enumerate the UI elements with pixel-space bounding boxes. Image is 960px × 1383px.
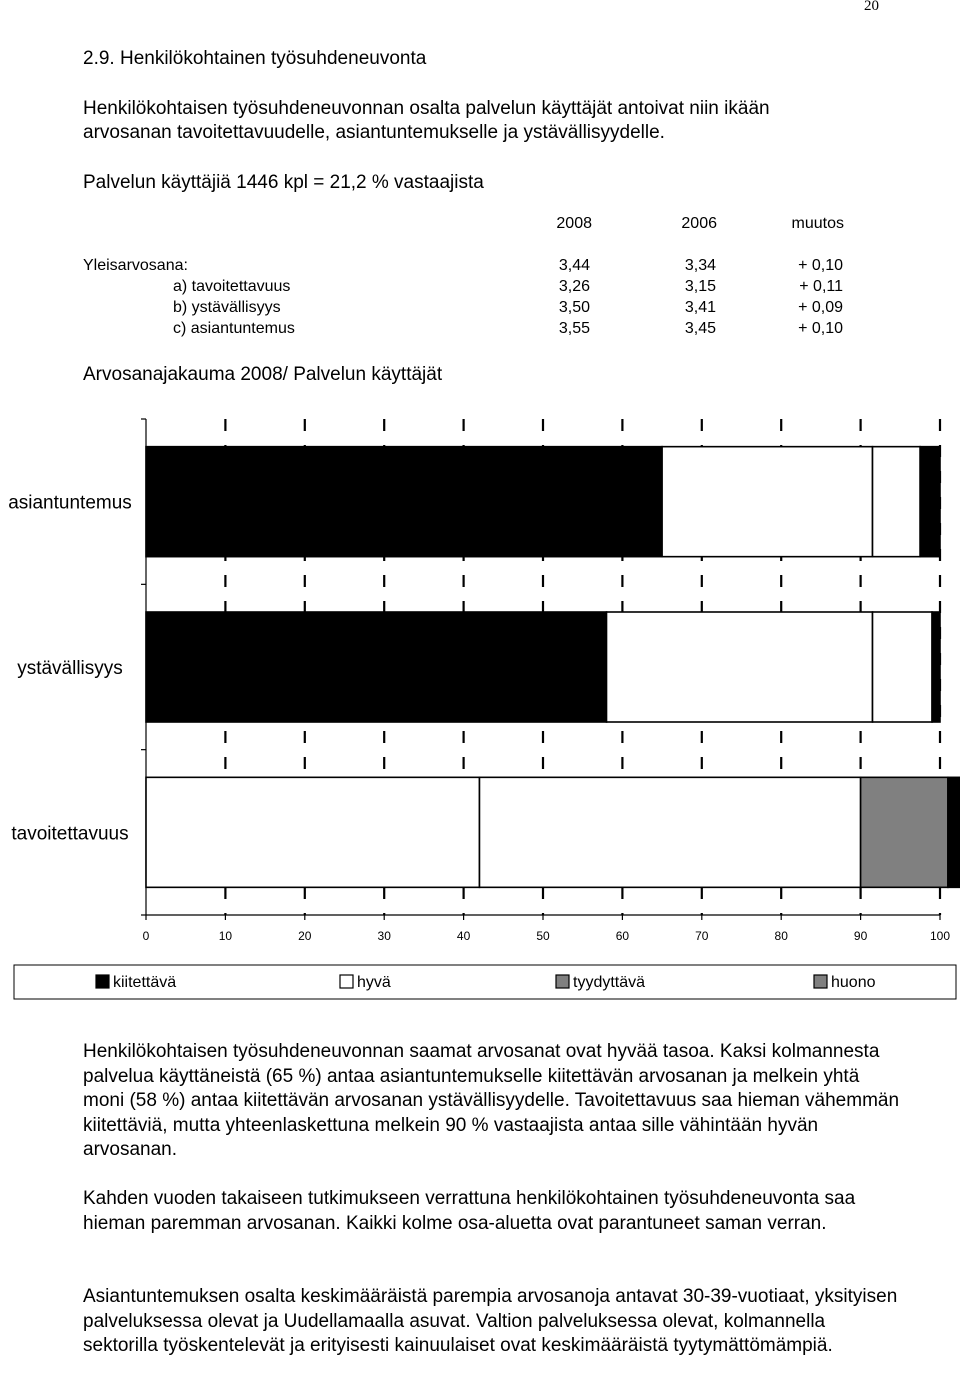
bar-segment [920,447,940,557]
bar-segment [873,612,933,722]
x-tick-label: 60 [615,929,630,943]
x-tick-label: 100 [929,929,951,943]
legend-swatch [340,975,353,988]
legend-label: hyvä [357,974,391,991]
value-change: + 0,10 [798,257,843,274]
x-tick-label: 70 [695,929,709,943]
header-muutos: muutos [791,215,844,232]
category-label: tavoitettavuus [11,823,129,845]
category-label: ystävällisyys [17,658,123,679]
bar-segment [948,777,960,887]
value-change: + 0,10 [798,320,843,337]
header-2006: 2006 [681,215,717,232]
x-tick-label: 20 [298,929,312,943]
x-tick-label: 50 [536,929,550,943]
row-label-asiantuntemus: c) asiantuntemus [173,320,295,337]
value-2006: 3,34 [684,257,716,274]
x-tick-label: 10 [218,929,233,943]
value-2008: 3,55 [558,320,590,337]
x-tick-label: 40 [456,929,471,943]
legend-label: tyydyttävä [573,974,646,991]
bar-segment [607,612,873,722]
value-change: + 0,11 [799,278,843,295]
x-tick-label: 90 [853,929,868,943]
row-label-overall: Yleisarvosana: [83,257,188,274]
x-tick-label: 30 [377,929,391,943]
value-2008: 3,50 [558,299,590,316]
bar-segment [146,447,662,557]
paragraph: Asiantuntemuksen osalta keskimääräistä parempia arvosanoja antavat 30-39-vuotiaat, yksityisen palveluksessa olevat ja Uudellamaalla asuvat. Valtion palveluksessa olevat, kolmannella sektorilla työskentelevät ja erityisesti kainuulaiset ovat keskimääräistä tyytymättömämpiä. [83,1286,898,1356]
legend-swatch [96,975,109,988]
bar-segment [861,777,948,887]
paragraph: Kahden vuoden takaiseen tutkimukseen verrattuna henkilökohtainen työsuhdeneuvonta saa hieman paremman arvosanan. Kaikki kolme osa-aluetta ovat parantuneet saman verran. [83,1188,856,1234]
users-count-line: Palvelun käyttäjiä 1446 kpl = 21,2 % vastaajista [83,172,484,193]
x-tick-label: 80 [774,929,788,943]
value-2006: 3,41 [684,299,716,316]
page-number: 20 [864,0,879,14]
section-heading: 2.9. Henkilökohtainen työsuhdeneuvonta [83,48,427,69]
bar-segment [662,447,872,557]
stacked-bar-chart [0,405,960,1005]
value-2006: 3,15 [684,278,716,295]
bar-segment [932,612,940,722]
value-2008: 3,44 [558,257,590,274]
legend-swatch [556,975,569,988]
bar-segment [479,777,860,887]
row-label-tavoitettavuus: a) tavoitettavuus [173,278,291,295]
value-2008: 3,26 [558,278,590,295]
paragraph: Henkilökohtaisen työsuhdeneuvonnan saamat arvosanat ovat hyvää tasoa. Kaksi kolmannesta palvelua käyttäneistä (65 %) antaa asiantuntemukselle kiitettävän arvosanan ja melkein yhtä moni (58 %) antaa kiitettävän arvosanan ystävällisyydelle. Tavoitettavuus saa hieman vähemmän kiitettäviä, mutta yhteenlaskettuna melkein 90 % vastaajista antaa sille vähintään hyvän arvosanan. [83,1041,900,1160]
intro-paragraph: Henkilökohtaisen työsuhdeneuvonnan osalta palvelun käyttäjät antoivat niin ikään arvosanan tavoitettavuudelle, asiantuntemukselle ja ystävällisyydelle. [83,98,770,143]
header-2008: 2008 [556,215,592,232]
legend-label: huono [831,974,876,991]
bar-segment [873,447,921,557]
row-label-ystavallisyys: b) ystävällisyys [173,299,281,316]
bar-segment [146,777,479,887]
bar-segment [146,612,607,722]
value-2006: 3,45 [684,320,716,337]
x-tick-label: 0 [142,929,150,943]
chart-title: Arvosanajakauma 2008/ Palvelun käyttäjät [83,364,443,385]
category-label: asiantuntemus [8,492,132,514]
legend-swatch [814,975,827,988]
value-change: + 0,09 [798,299,843,316]
legend-label: kiitettävä [113,974,177,991]
